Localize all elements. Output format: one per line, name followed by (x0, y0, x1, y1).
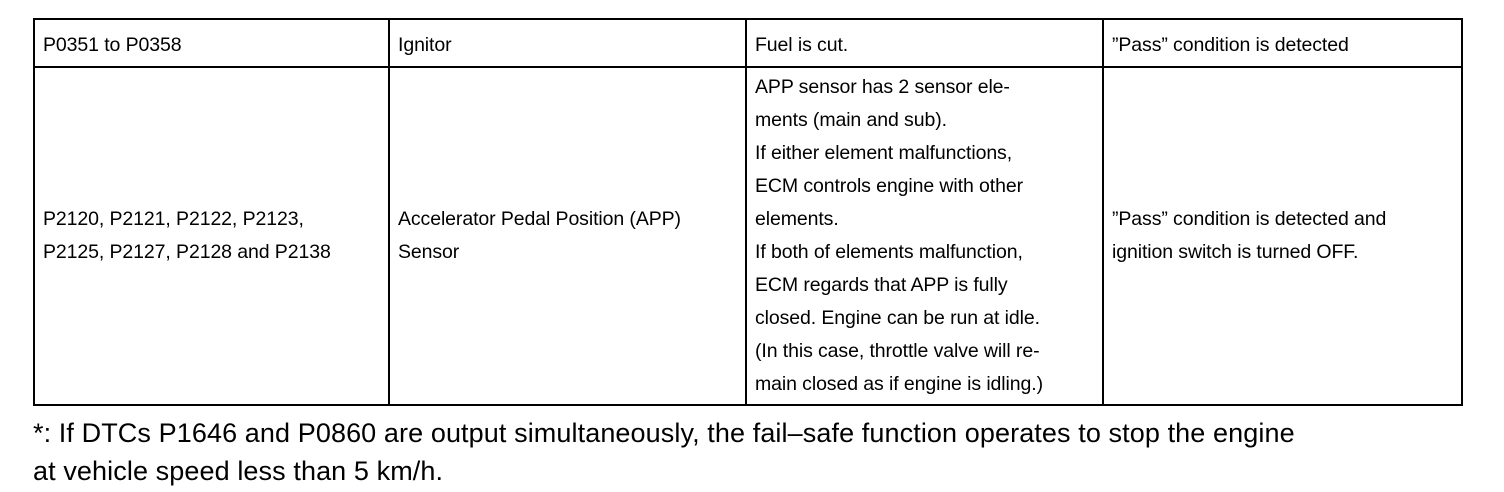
cell-line: Accelerator Pedal Position (APP) (398, 208, 681, 230)
table-row (34, 19, 1462, 67)
footnote-line: *: If DTCs P1646 and P0860 are output simultaneously, the fail–safe function operates to stop the engine (33, 418, 1295, 448)
cell-line: ignition switch is turned OFF. (1112, 241, 1359, 263)
fail-safe-table (33, 18, 1463, 406)
cell-line: Sensor (398, 241, 460, 263)
cell-line: P0351 to P0358 (43, 33, 182, 56)
cell-line: If either element malfunctions, (755, 142, 1013, 164)
cell-line: (In this case, throttle valve will re- (755, 340, 1040, 362)
component-cell (389, 19, 746, 67)
footnote (33, 414, 1461, 490)
cell-line: P2125, P2127, P2128 and P2138 (43, 241, 331, 263)
cell-line: APP sensor has 2 sensor ele- (755, 76, 1010, 98)
dtc-code-cell (34, 67, 389, 405)
cell-line: ments (main and sub). (755, 109, 947, 131)
dtc-code-cell (34, 19, 389, 67)
cell-line: If both of elements malfunction, (755, 241, 1023, 263)
cell-line: ”Pass” condition is detected and (1112, 208, 1387, 230)
cell-line: ”Pass” condition is detected (1112, 33, 1349, 56)
deactivation-condition-cell (1103, 67, 1462, 405)
cell-line: P2120, P2121, P2122, P2123, (43, 208, 304, 230)
table-row (34, 67, 1462, 405)
document-page (33, 18, 1461, 490)
cell-line: ECM regards that APP is fully (755, 274, 1008, 296)
deactivation-condition-cell (1103, 19, 1462, 67)
footnote-line: at vehicle speed less than 5 km/h. (33, 456, 444, 486)
fail-safe-operation-cell (746, 19, 1103, 67)
cell-line: Ignitor (398, 33, 452, 56)
component-cell (389, 67, 746, 405)
cell-line: ECM controls engine with other (755, 175, 1023, 197)
cell-line: main closed as if engine is idling.) (755, 373, 1043, 395)
fail-safe-operation-cell (746, 67, 1103, 405)
cell-line: Fuel is cut. (755, 33, 849, 56)
cell-line: elements. (755, 208, 839, 230)
cell-line: closed. Engine can be run at idle. (755, 307, 1040, 329)
